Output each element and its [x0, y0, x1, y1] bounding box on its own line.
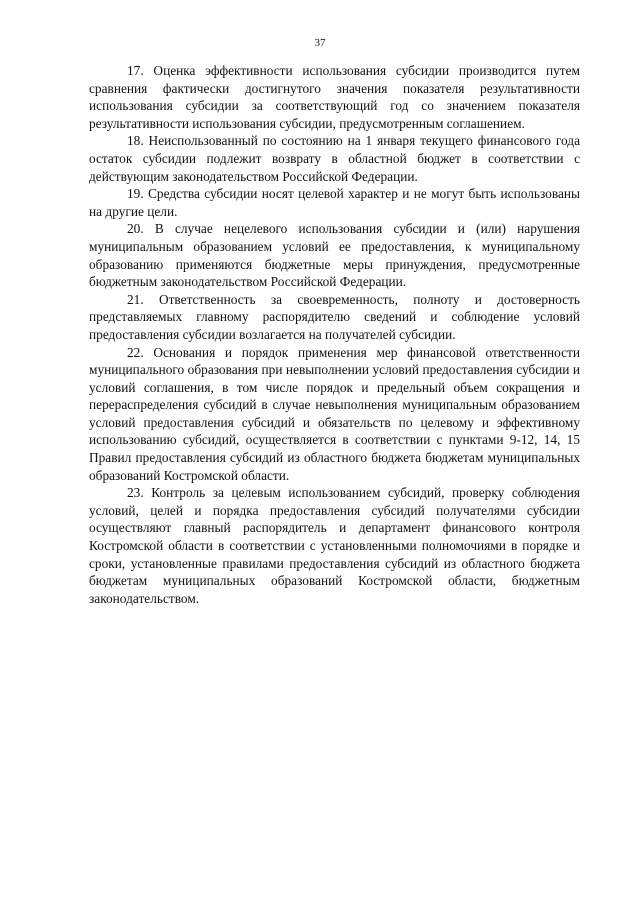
paragraph-22: 22. Основания и порядок применения мер финансовой ответственности муниципального образования при невыполнении условий предоставления субсидии и условий соглашения, в том числе порядок и предельный объем сокращения и перераспределения субсидий в случае невыполнения муниципальным образованием условий предоставления субсидий и обязательств по целевому и эффективному использованию субсидий, осуществляется в соответствии с пунктами 9-12, 14, 15 Правил предоставления субсидий из областного бюджета бюджетам муниципальных образований Костромской области.	[89, 344, 580, 483]
document-body	[89, 62, 580, 607]
paragraph-20: 20. В случае нецелевого использования субсидии и (или) нарушения муниципальным образованием условий ее предоставления, к муниципальному образованию применяются бюджетные меры принуждения, предусмотренные бюджетным законодательством Российской Федерации.	[89, 221, 580, 290]
paragraph-21: 21. Ответственность за своевременность, полноту и достоверность представляемых главному распорядителю сведений и соблюдение условий предоставления субсидии возлагается на получателей субсидии.	[89, 291, 580, 342]
page-number: 37	[314, 37, 326, 49]
paragraph-18: 18. Неиспользованный по состоянию на 1 января текущего финансового года остаток субсидии подлежит возврату в областной бюджет в соответствии с действующим законодательством Российской Федерации.	[89, 133, 580, 184]
paragraph-19: 19. Средства субсидии носят целевой характер и не могут быть использованы на другие цели.	[89, 186, 580, 219]
paragraph-23: 23. Контроль за целевым использованием субсидий, проверку соблюдения условий, целей и порядка предоставления субсидий получателями субсидии осуществляют главный распорядитель и департамент финансового контроля Костромской области в соответствии с установленными полномочиями в порядке и сроки, установленные правилами предоставления субсидий из областного бюджета бюджетам муниципальных образований Костромской области, бюджетным законодательством.	[89, 485, 580, 606]
paragraph-17: 17. Оценка эффективности использования субсидии производится путем сравнения фактически достигнутого значения показателя результативности использования субсидии за соответствующий год со значением показателя результативности использования субсидии, предусмотренным соглашением.	[89, 63, 580, 131]
